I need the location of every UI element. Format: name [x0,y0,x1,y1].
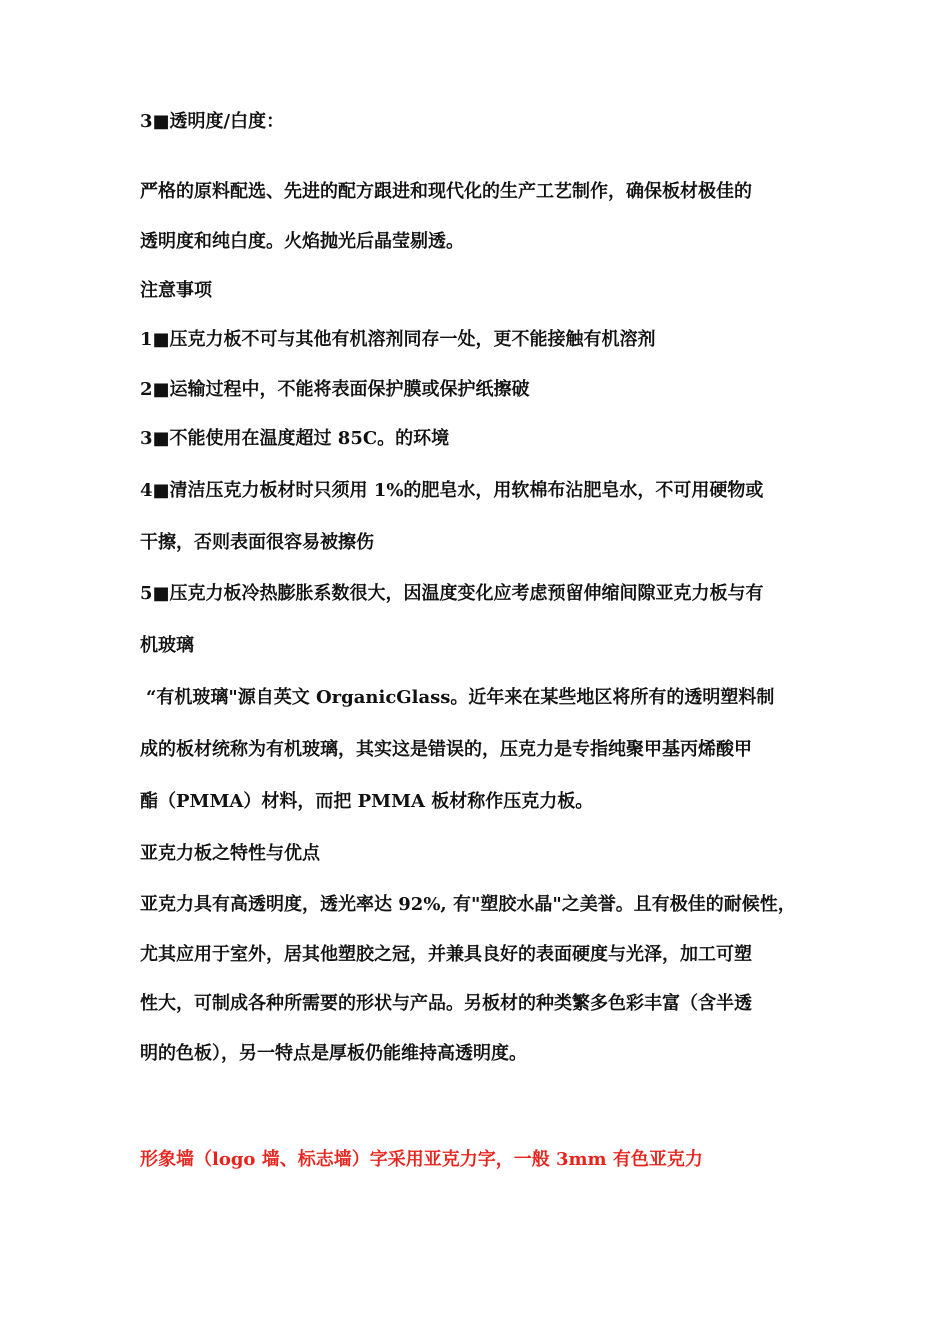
paragraph-line: 严格的原料配选、先进的配方跟进和现代化的生产工艺制作，确保板材极佳的 [140,181,752,202]
paragraph-line: 明的色板），另一特点是厚板仍能维持高透明度。 [140,1043,527,1064]
heading-notes: 注意事项 [140,280,212,301]
paragraph-line: 性大，可制成各种所需要的形状与产品。另板材的种类繁多色彩丰富（含半透 [140,993,752,1014]
paragraph-line: 酯（PMMA）材料，而把 PMMA 板材称作压克力板。 [140,791,594,812]
note-item: 干擦，否则表面很容易被擦伤 [140,532,374,553]
paragraph-line: 成的板材统称为有机玻璃，其实这是错误的，压克力是专指纯聚甲基丙烯酸甲 [140,739,752,760]
note-item: 机玻璃 [140,635,194,656]
heading-features: 亚克力板之特性与优点 [140,843,320,864]
note-item: 3■不能使用在温度超过 85C。的环境 [140,428,450,449]
note-item: 1■压克力板不可与其他有机溶剂同存一处，更不能接触有机溶剂 [140,329,656,350]
paragraph-line: 透明度和纯白度。火焰抛光后晶莹剔透。 [140,231,464,252]
note-item: 4■清洁压克力板材时只须用 1%的肥皂水，用软棉布沾肥皂水，不可用硬物或 [140,480,764,501]
paragraph-line: 尤其应用于室外，居其他塑胶之冠，并兼具良好的表面硬度与光泽，加工可塑 [140,944,752,965]
note-item: 2■运输过程中，不能将表面保护膜或保护纸擦破 [140,379,530,400]
red-note: 形象墙（logo 墙、标志墙）字采用亚克力字，一般 3mm 有色亚克力 [140,1149,703,1170]
note-item: 5■压克力板冷热膨胀系数很大，因温度变化应考虑预留伸缩间隙亚克力板与有 [140,583,764,604]
heading-transparency: 3■透明度/白度： [140,111,285,132]
paragraph-line: “有机玻璃"源自英文 OrganicGlass。近年来在某些地区将所有的透明塑料制 [146,687,775,708]
paragraph-line: 亚克力具有高透明度，透光率达 92%, 有"塑胶水晶"之美誉。且有极佳的耐候性， [140,894,796,915]
